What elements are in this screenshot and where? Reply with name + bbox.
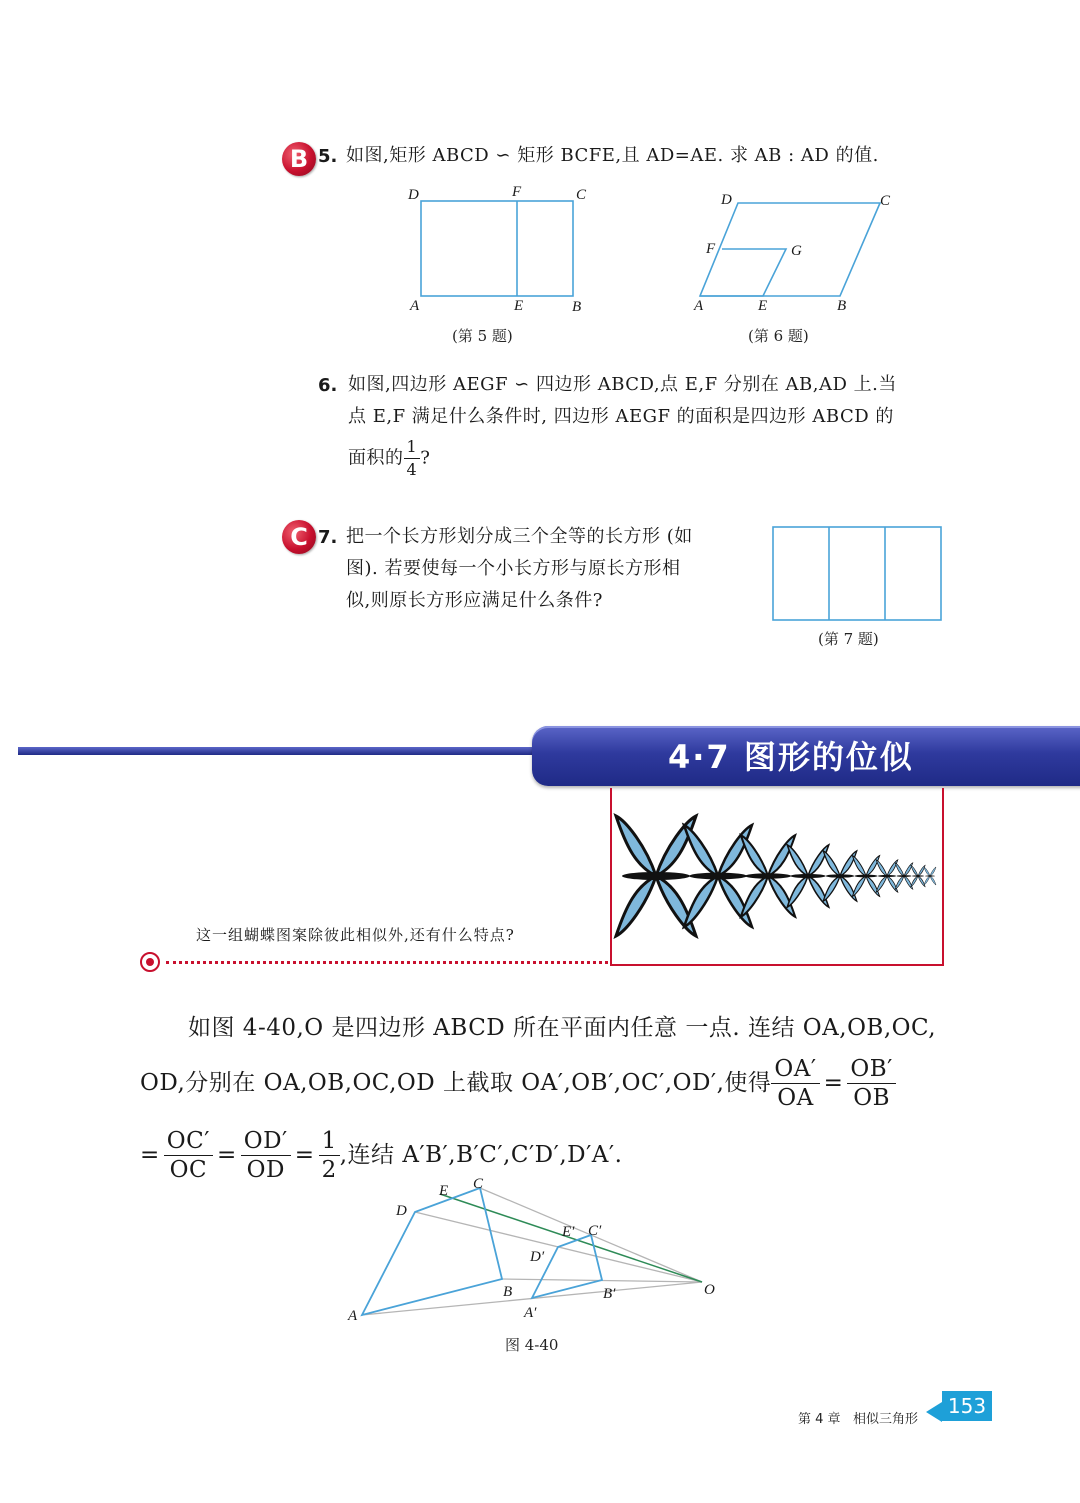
q6-line2: 点 E,F 满足什么条件时, 四边形 AEGF 的面积是四边形 ABCD 的 xyxy=(348,406,894,427)
butterfly-icon xyxy=(924,867,936,885)
label-c: C xyxy=(880,193,891,209)
fraction-denominator: OB xyxy=(853,1084,891,1111)
ratio-fraction-d xyxy=(241,1127,291,1184)
section-rule xyxy=(18,747,538,755)
label-c-prime: C′ xyxy=(588,1223,602,1239)
label-a: A xyxy=(694,298,704,314)
figure-4-40 xyxy=(340,1170,730,1330)
footer-chapter-title: 相似三角形 xyxy=(853,1412,919,1427)
butterfly-icon xyxy=(741,835,795,917)
q6-figure xyxy=(690,185,900,320)
butterfly-icon xyxy=(876,860,898,892)
fraction-denominator: OD xyxy=(246,1156,285,1183)
fraction-numerator: 1 xyxy=(319,1127,340,1156)
body-line3-suffix: ,连结 A′B′,B′C′,C′D′,D′A′. xyxy=(339,1142,623,1168)
fraction-numerator: OD′ xyxy=(241,1127,291,1156)
label-e: E xyxy=(439,1183,449,1199)
q6-fraction xyxy=(404,436,421,481)
label-e: E xyxy=(758,298,768,314)
butterfly-icon xyxy=(852,856,879,897)
q7-figure xyxy=(770,524,946,624)
q5-number: 5. xyxy=(318,146,338,167)
equals-sign: = xyxy=(823,1070,844,1096)
label-e-prime: E′ xyxy=(562,1224,575,1240)
label-b: B xyxy=(503,1284,513,1300)
butterfly-icon xyxy=(895,863,913,889)
q7-line2: 图). 若要使每一个小长方形与原长方形相 xyxy=(346,558,681,579)
butterfly-icon xyxy=(823,851,857,901)
fraction-numerator: OB′ xyxy=(847,1055,895,1084)
label-e: E xyxy=(514,298,524,314)
rect-abcd xyxy=(421,201,573,296)
q7-line3: 似,则原长方形应满足什么条件? xyxy=(346,590,603,611)
q6-line3-prefix: 面积的 xyxy=(348,447,404,469)
figure-caption: 图 4-40 xyxy=(505,1336,559,1354)
ratio-fraction-c xyxy=(164,1127,213,1184)
fraction-denominator: OC xyxy=(169,1156,208,1183)
label-a-prime: A′ xyxy=(524,1305,537,1321)
label-d: D xyxy=(721,192,732,208)
section-title: 4·7 图形的位似 xyxy=(668,738,914,776)
label-g: G xyxy=(791,243,802,259)
ratio-fraction-b xyxy=(847,1055,895,1112)
label-c: C xyxy=(473,1176,484,1192)
label-c: C xyxy=(576,187,587,203)
level-b-badge: B xyxy=(282,142,316,176)
fraction-denominator: OA xyxy=(777,1084,814,1111)
label-f: F xyxy=(706,241,716,257)
butterfly-question: 这一组蝴蝶图案除彼此相似外,还有什么特点? xyxy=(196,926,515,944)
label-o: O xyxy=(704,1282,715,1298)
equals-sign: = xyxy=(294,1142,315,1168)
q7-line1: 把一个长方形划分成三个全等的长方形 (如 xyxy=(346,526,693,547)
q5-text: 如图,矩形 ABCD ∽ 矩形 BCFE,且 AD=AE. 求 AB : AD 的值. xyxy=(346,145,879,166)
q7-caption: (第 7 题) xyxy=(818,630,879,648)
fraction-denominator: 4 xyxy=(406,460,418,479)
butterfly-icon xyxy=(787,845,829,907)
ratio-fraction-a xyxy=(771,1055,819,1112)
level-c-badge: C xyxy=(282,520,316,554)
label-b: B xyxy=(837,298,847,314)
label-a: A xyxy=(410,298,420,314)
footer-chapter: 第 4 章 xyxy=(798,1412,841,1427)
butterfly-icon xyxy=(911,865,925,887)
fraction-denominator: 2 xyxy=(321,1156,337,1183)
body-line1: 如图 4-40,O 是四边形 ABCD 所在平面内任意 一点. 连结 OA,OB,OC, xyxy=(188,1015,937,1041)
q6-line3-suffix: ? xyxy=(420,447,431,469)
butterfly-icon xyxy=(616,816,696,936)
page-tab-pointer xyxy=(926,1402,942,1422)
body-line2-text: OD,分别在 OA,OB,OC,OD 上截取 OA′,OB′,OC′,OD′,使得 xyxy=(140,1070,772,1096)
label-b-prime: B′ xyxy=(603,1286,616,1302)
label-f: F xyxy=(512,184,522,200)
q6-number: 6. xyxy=(318,375,338,396)
fraction-numerator: OA′ xyxy=(771,1055,819,1084)
dotted-leader xyxy=(166,961,608,964)
body-line2 xyxy=(140,1053,896,1113)
equals-sign: = xyxy=(216,1142,237,1168)
label-b: B xyxy=(572,299,582,315)
target-marker-icon xyxy=(140,952,160,972)
q6-caption: (第 6 题) xyxy=(748,327,809,345)
label-d-prime: D′ xyxy=(530,1249,545,1265)
q6-line1: 如图,四边形 AEGF ∽ 四边形 ABCD,点 E,F 分别在 AB,AD 上.当 xyxy=(348,374,897,395)
page-number: 153 xyxy=(942,1391,992,1421)
q6-line3 xyxy=(348,436,430,481)
label-a: A xyxy=(348,1308,358,1324)
q7-number: 7. xyxy=(318,527,338,548)
fraction-numerator: OC′ xyxy=(164,1127,213,1156)
equals-sign: = xyxy=(140,1142,160,1168)
label-d: D xyxy=(396,1203,407,1219)
q5-figure xyxy=(400,180,600,320)
ratio-fraction-half xyxy=(319,1127,340,1184)
label-d: D xyxy=(408,187,419,203)
fraction-numerator: 1 xyxy=(404,436,421,459)
butterfly-frame xyxy=(608,788,948,970)
q5-caption: (第 5 题) xyxy=(452,327,513,345)
outer-rectangle xyxy=(773,527,941,620)
